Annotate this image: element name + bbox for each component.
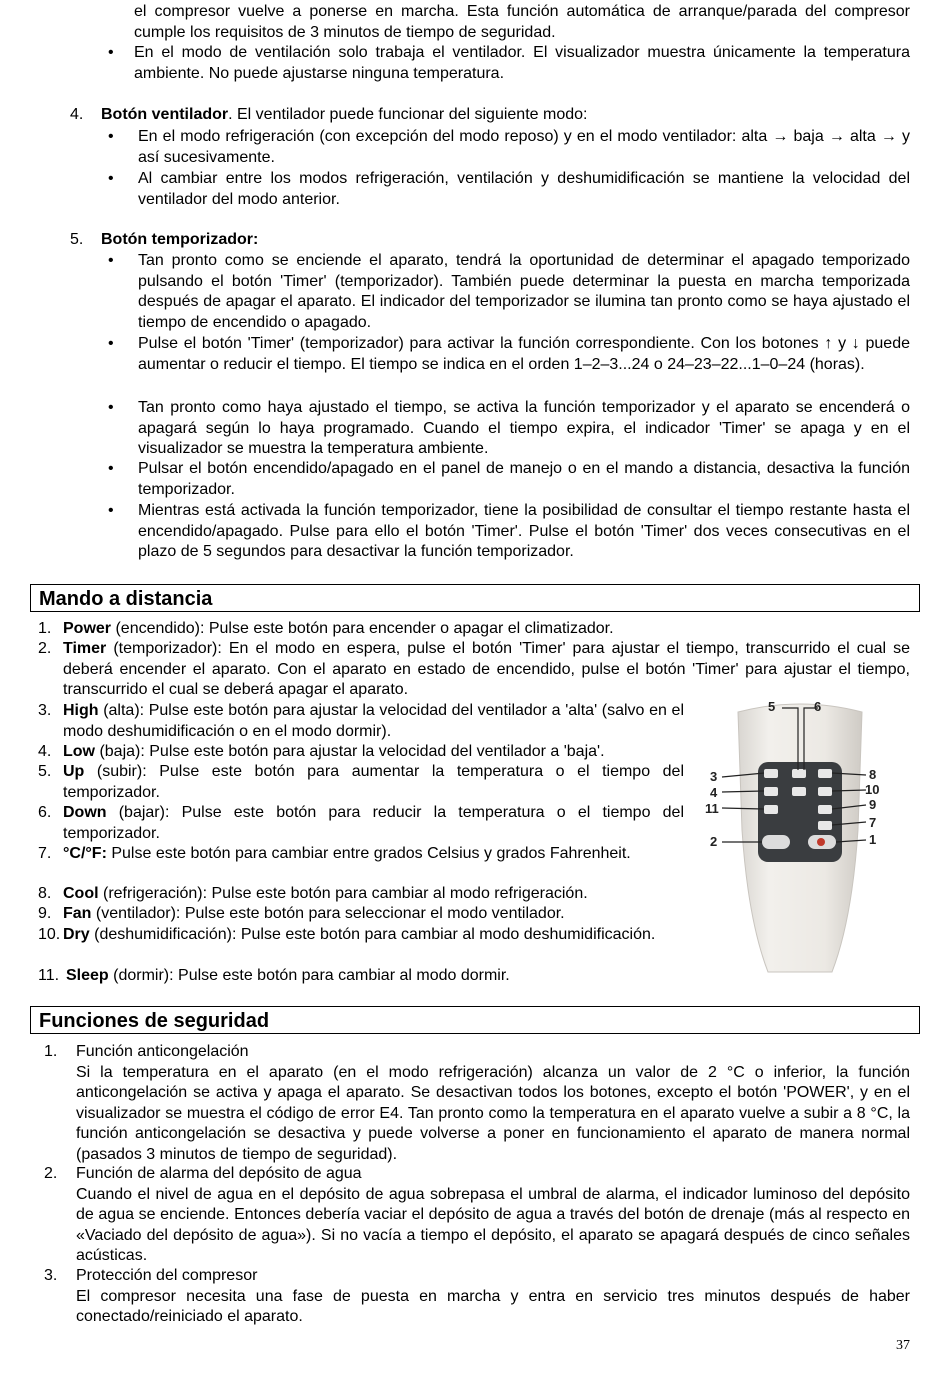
item-number: 8.	[38, 885, 52, 902]
item-text: Pulse este botón para cambiar entre grados Celsius y grados Fahrenheit.	[106, 845, 631, 862]
section-5-bullet: Mientras está activada la función temporizador, tiene la posibilidad de consultar el tiempo restante hasta el encendido/apagado. Pulse para ello el botón 'Timer'. Pulse el botón 'Timer' dos veces consecutivas en el plazo de 5 segundos para desactivar la función temporizador.	[138, 502, 910, 560]
item-number: 6.	[38, 804, 52, 821]
bullet-icon: •	[108, 44, 114, 61]
bullet-icon: •	[108, 170, 114, 187]
item-text: (subir): Pulse este botón para aumentar la temperatura o el tiempo del temporizador.	[63, 763, 684, 801]
item-number: 9.	[38, 905, 52, 922]
figure-label: 7	[869, 815, 877, 830]
figure-label: 5	[768, 699, 776, 714]
item-number: 5.	[38, 763, 52, 780]
item-text: (deshumidificación): Pulse este botón para cambiar al modo deshumidificación.	[89, 926, 656, 943]
item-number: 7.	[38, 845, 52, 862]
remote-item	[38, 904, 684, 925]
remote-item	[38, 619, 910, 640]
section-title: Botón ventilador	[101, 106, 229, 123]
item-key: Down	[63, 804, 107, 821]
remote-item	[38, 803, 684, 844]
section-4-heading	[70, 105, 920, 126]
bullet-icon: •	[108, 335, 114, 352]
figure-label: 11	[705, 801, 719, 816]
item-key: Cool	[63, 885, 99, 902]
item-key: Fan	[63, 905, 92, 922]
safety-item	[44, 1164, 910, 1267]
section-number: 5.	[70, 231, 84, 248]
bullet-icon: •	[108, 128, 114, 145]
item-text: (alta): Pulse este botón para ajustar la velocidad del ventilador a 'alta' (salvo en el modo deshumidificación o en el modo dormir).	[63, 702, 684, 740]
figure-label: 6	[814, 699, 822, 714]
safety-item	[44, 1266, 910, 1328]
item-text: (encendido): Pulse este botón para encender o apagar el climatizador.	[111, 620, 614, 637]
item-title: Función anticongelación	[76, 1043, 249, 1060]
item-text: El compresor necesita una fase de puesta en marcha y entra en servicio tres minutos después de haber conectado/reiniciado el aparato.	[76, 1287, 910, 1325]
bullet-icon: •	[108, 252, 114, 269]
figure-label: 10	[865, 782, 880, 797]
item-number: 2.	[38, 640, 52, 657]
section-5-bullet: Pulsar el botón encendido/apagado en el panel de manejo o en el mando a distancia, desactiva la función temporizador.	[138, 460, 910, 498]
figure-label: 2	[710, 834, 718, 849]
section-title: Botón temporizador:	[101, 231, 259, 248]
page-number: 37	[896, 1338, 910, 1353]
figure-label: 8	[869, 767, 877, 782]
remote-item	[38, 884, 684, 905]
item-text: (ventilador): Pulse este botón para seleccionar el modo ventilador.	[91, 905, 565, 922]
section-4-bullet: En el modo refrigeración (con excepción del modo reposo) y en el modo ventilador: alta → baja → alta → y así sucesivamente.	[138, 128, 910, 166]
item-key: Low	[63, 743, 95, 760]
safety-item	[44, 1042, 910, 1165]
item-key: Dry	[63, 926, 90, 943]
bullet-icon: •	[108, 502, 114, 519]
item-key: Sleep	[66, 967, 109, 984]
item-key: High	[63, 702, 99, 719]
remote-item	[38, 701, 684, 742]
item-key: Timer	[63, 640, 107, 657]
intro-paragraph: el compresor vuelve a ponerse en marcha. Esta función automática de arranque/parada del compresor cumple los requisitos de 3 minutos de tiempo de seguridad.	[134, 3, 910, 41]
item-text: (baja): Pulse este botón para ajustar la velocidad del ventilador a 'baja'.	[95, 743, 605, 760]
item-text: (dormir): Pulse este botón para cambiar al modo dormir.	[108, 967, 510, 984]
item-title: Protección del compresor	[76, 1267, 258, 1284]
item-number: 1.	[38, 620, 52, 637]
figure-label: 9	[869, 797, 877, 812]
remote-section-heading: Mando a distancia	[39, 588, 213, 610]
bullet-icon: •	[108, 399, 114, 416]
remote-item	[38, 742, 684, 763]
item-number: 3.	[38, 702, 52, 719]
item-text: (bajar): Pulse este botón para reducir la temperatura o el tiempo del temporizador.	[63, 804, 684, 842]
remote-item	[38, 844, 684, 865]
item-number: 3.	[44, 1267, 58, 1284]
item-number: 11.	[38, 967, 60, 984]
section-5-bullet: Tan pronto como se enciende el aparato, tendrá la oportunidad de determinar el apagado temporizado pulsando el botón 'Timer' (temporizador). También puede determinar la puesta en marcha temporizada después de apagar el aparato. El indicador del temporizador se ilumina tan pronto como se haya ajustado el tiempo de encendido o apagado.	[138, 252, 910, 331]
item-key: Power	[63, 620, 112, 637]
item-text: Si la temperatura en el aparato (en el modo refrigeración) alcanza un valor de 2 °C o inferior, la función anticongelación se activa y apaga el aparato. Se desactivan todos los botones, excepto el botón 'POWER', y en el visualizador se muestra el código de error E4. Tan pronto como la temperatura en el aparato vuelve a subir a 8 °C, la función anticongelación se desactiva y puede volverse a poner en funcionamiento el aparato de manera normal (pasados 3 minutos de tiempo de seguridad).	[76, 1063, 910, 1163]
item-number: 4.	[38, 743, 52, 760]
figure-label: 4	[710, 785, 718, 800]
safety-section-heading: Funciones de seguridad	[39, 1010, 270, 1032]
item-number: 10.	[38, 926, 61, 943]
remote-item	[38, 966, 684, 987]
section-5-bullet: Tan pronto como haya ajustado el tiempo, se activa la función temporizador y el aparato se encenderá o apagará según lo haya programado. Cuando el tiempo expira, el indicador 'Timer' se apaga y en el visualizador se muestra la temperatura ambiente.	[138, 399, 910, 457]
item-title: Función de alarma del depósito de agua	[76, 1165, 362, 1182]
section-4-bullet: Al cambiar entre los modos refrigeración, ventilación y deshumidificación se mantiene la velocidad del ventilador del modo anterior.	[138, 170, 910, 208]
item-text: Cuando el nivel de agua en el depósito de agua sobrepasa el umbral de alarma, el indicador luminoso del depósito de agua se enciende. Entonces debería vaciar el depósito de agua a través del botón de drenaje (más al respecto en «Vaciado del depósito de agua»). Si no vacía a tiempo el depósito, el aparato se apagará después de cinco señales acústicas.	[76, 1185, 910, 1264]
section-5-heading	[70, 230, 920, 251]
remote-section-heading-box	[30, 584, 920, 612]
item-text: (refrigeración): Pulse este botón para cambiar al modo refrigeración.	[98, 885, 588, 902]
item-key: Up	[63, 763, 85, 780]
figure-label: 1	[869, 832, 877, 847]
item-key: °C/°F:	[63, 845, 107, 862]
item-number: 1.	[44, 1043, 58, 1060]
safety-section-heading-box	[30, 1006, 920, 1034]
bullet-icon: •	[108, 460, 114, 477]
intro-bullet: En el modo de ventilación solo trabaja el ventilador. El visualizador muestra únicamente la temperatura ambiente. No puede ajustarse ninguna temperatura.	[134, 44, 910, 82]
section-5-bullet: Pulse el botón 'Timer' (temporizador) para activar la función correspondiente. Con los botones ↑ y ↓ puede aumentar o reducir el tiempo. El tiempo se indica en el orden 1–2–3...24 o 24–23–22...1–0–24 (horas).	[138, 335, 910, 373]
remote-item	[38, 762, 684, 803]
section-intro: . El ventilador puede funcionar del siguiente modo:	[228, 106, 588, 123]
section-number: 4.	[70, 106, 84, 123]
item-number: 2.	[44, 1165, 58, 1182]
item-text: (temporizador): En el modo en espera, pulse el botón 'Timer' para ajustar el tiempo, transcurrido el cual se deberá encender el aparato. Con el aparato en estado de encendido, pulse el botón 'Timer' para ajustar el tiempo, transcurrido el cual se deberá apagar el aparato.	[63, 640, 910, 698]
remote-item	[38, 925, 684, 946]
figure-label: 3	[710, 769, 718, 784]
remote-control-figure	[700, 690, 900, 980]
